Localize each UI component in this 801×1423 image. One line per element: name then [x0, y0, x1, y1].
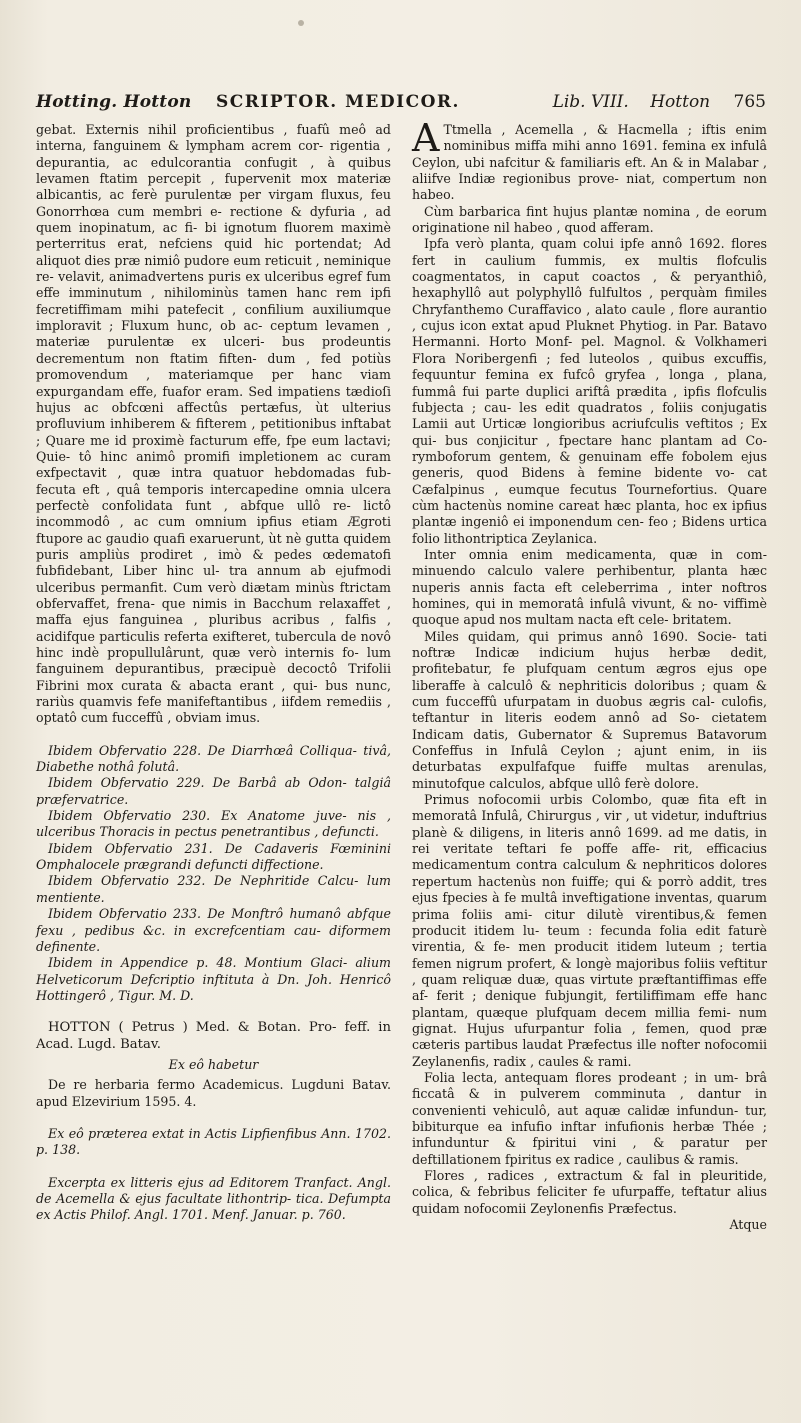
paragraph: [412, 116, 767, 204]
reference-entry: Ibidem Obfervatio 233. De Monftrô humanô abfque fexu , pedibus &c. in excrefcentiam cau- diformem definente.: [36, 906, 391, 954]
left-column: [36, 122, 391, 1224]
right-column: [412, 116, 767, 1233]
reference-entry: Ex eô præterea extat in Actis Lipfienfibus Ann. 1702. p. 138.: [36, 1125, 391, 1158]
paragraph: gebat. Externis nihil proficientibus , fuafû meô ad interna, fanguinem & lympham acrem cor- rigentia , depurantia, ac edulcorantia confugit , à quibus levamen ftatim percepit , fupervenit mox materiæ albicantis, ac ferè purulentæ per virgam fluxus, feu Gonorrhœa cum membri e- rectione & dyfuria , ad quem inopinatum, ac fi- bi ignotum fluorem maximè perterritus erat, nefciens quid hic portendat; Ad aliquot dies præ nimiô pudore eum reticuit , neminique re- velavit, animadvertens puris ex ulceribus egref fum effe imminutum , nihilominùs tamen hanc rem ipfi fecretiffimam mihi patefecit , confilium auxiliumque imploravit ; Fluxum hunc, ob ac- ceptum levamen , materiæ purulentæ ex ulceri- bus prodeuntis decrementum non ftatim fiften- dum , fed potiùs promovendum , materiamque per hanc viam expurgandam effe, fuafor eram. Sed impatiens tædioſi hujus ac obfcœni affectûs pertæfus, ùt ulterius profluvium inhiberem & fifterem , petitionibus inftabat ; Quare me id proximè facturum effe, fpe eum lactavi; Quie- tô hinc animô promifi impletionem ac curam exfpectavit , quæ intra quatuor hebdomadas fub- fecuta eft , quâ temporis intercapedine omnia ulcera perfectè confolidata funt , abfque ullô re- lictô incommodô , ac cum omnium ipfius etiam Ægroti ftupore ac gaudio quafi exaruerunt, ùt nè gutta quidem puris ampliùs prodiret , imò & pedes œdematofi fubfidebant, Liber hinc ul- tra annum ab ejufmodi ulceribus permanfit. Cum verò diætam minùs ftrictam obfervaffet, frena- que nimis in Bacchum relaxaffet , maffa ejus fanguinea , pluribus acribus , falfis , acidifque particulis referta exifteret, tubercula de novô hinc indè propullulârunt, quæ verò internis fo- lum fanguinem depurantibus, præcipuè decoctô Trifolii Fibrini mox curata & abacta erant , qui- bus nunc, rariùs quamvis fefe manifeftantibus , iifdem remediis , optatô cum fucceffû , obviam imus.: [36, 122, 391, 726]
author-entry: [36, 1020, 391, 1053]
header-center: SCRIPTOR. MEDICOR.: [216, 92, 460, 112]
reference-entry: Ibidem Obfervatio 229. De Barbâ ab Odon- talgiâ præfervatrice.: [36, 775, 391, 807]
reference-entry: Ibidem in Appendice p. 48. Montium Glaci- alium Helveticorum Defcriptio inftituta à Dn. Joh. Henricô Hottingerô , Tigur. M. D.: [36, 955, 391, 1003]
reference-entry: Ibidem Obfervatio 230. Ex Anatome juve- nis , ulceribus Thoracis in pectus penetrantibus , defuncti.: [36, 808, 391, 840]
paragraph: De re herbaria fermo Academicus. Lugduni Batav. apud Elzevirium 1595. 4.: [36, 1077, 391, 1109]
paragraph-text: Ttmella , Acemella , & Hacmella ; iftis enim nominibus miffa mihi anno 1691. femina ex infulâ Ceylon, ubi nafcitur & familiaris eft. An & in Malabar , aliifve Indiæ regionibus prove- niat, compertum non habeo.: [412, 122, 767, 203]
header-right: [553, 92, 766, 112]
header-name: Hotton: [650, 92, 711, 112]
reference-entry: Ibidem Obfervatio 228. De Diarrhœâ Colliqua- tivâ, Diabethe nothâ folutâ.: [36, 742, 391, 775]
catchword: Atque: [729, 1217, 767, 1233]
page-number: 765: [733, 92, 766, 112]
ink-spot: [298, 20, 304, 26]
header-book: Lib. VIII.: [552, 92, 629, 112]
reference-entry: Ibidem Obfervatio 231. De Cadaveris Fœminini Omphalocele prægrandi defuncti diffectione.: [36, 840, 391, 873]
paragraph: Ipfa verò planta, quam colui ipfe annô 1692. flores fert in caulium fummis, ex multis flofculis coagmentatos, in caput coactos , & peryanthiô, hexaphyllô aut polyphyllô fulfultos , perquàm fimiles Chryfanthemo Curaffavico , alato caule , flore aurantio , cujus icon extat apud Pluknet Phytiog. in Par. Batavo Hermanni. Horto Monf- pel. Magnol. & Volkhameri Flora Noribergenfi ; fed luteolos , quibus excuffis, fequuntur femina ex fufcô gryfea , longa , plana, fummâ fui parte duplici ariftâ prædita , ipfis flofculis fubjecta ; cau- les edit quadratos , foliis conjugatis Lamii aut Urticæ longioribus acriufculis veftitos ; Ex qui- bus conjicitur , fpectare hanc plantam ad Co- rymboforum gentem, & genuinam effe fobolem ejus generis, quod Bidens à femine bidente vo- cat Cæfalpinus , eumque fecutus Tournefortius. Quare cùm hactenùs nomine careat hæc planta, hoc ex ipfius plantæ ingeniô ei imponendum cen- feo ; Bidens urtica folio lithontriptica Zeylanica.: [412, 236, 767, 546]
running-header: [36, 92, 766, 122]
paragraph: Cùm barbarica fint hujus plantæ nomina , de eorum originatione nil habeo , quod afferam.: [412, 203, 767, 236]
paragraph: Folia lecta, antequam flores prodeant ; in um- brâ ficcatâ & in pulverem comminuta , dantur in convenienti vehiculô, aut aquæ calidæ infundun- tur, bibiturque ea infufio inftar infufionis herbæ Thée ; infunduntur & fpiritui vini , & paratur per deftillationem fpiritus ex radice , caulibus & ramis.: [412, 1069, 767, 1167]
reference-entry: Excerpta ex litteris ejus ad Editorem Tranfact. Angl. de Acemella & ejus facultate lithontrip- tica. Defumpta ex Actis Philof. Angl. 1701. Menf. Januar. p. 760.: [36, 1174, 391, 1223]
drop-cap: A: [412, 116, 440, 160]
paragraph: Flores , radices , extractum & fal in pleuritide, colica, & febribus feliciter fe ufurpaffe, teftatur alius quidam nofocomii Zeylonenfis Præfectus.: [412, 1168, 767, 1216]
paragraph: Inter omnia enim medicamenta, quæ in com- minuendo calculo valere perhibentur, planta hæc nuperis annis facta eft celeberrima , inter noftros homines, qui in memoratâ infulâ vivunt, & no- viffimè quoque apud nos multam nacta eft cele- britatem.: [412, 546, 767, 628]
paragraph: Primus nofocomii urbis Colombo, quæ fita eft in memoratâ Infulâ, Chirurgus , vir , ut videtur, induftrius planè & diligens, in literis annô 1699. ad me datis, in rei veritate teftari fe poffe affe- rit, efficacius medicamentum contra calculum & nephriticos dolores repertum hactenùs non fuiffe; qui & porrò addit, tres ejus fpecies à fe multâ inveftigatione inventas, quarum prima foliis ami- citur dilutè virentibus,& femen producit itidem lu- teum : fecunda folia edit faturè virentia, & fe- men producit itidem luteum ; tertia femen nigrum profert, & longè majoribus foliis veftitur , quam reliquæ duæ, quas virtute præftantiffimas effe af- ferit ; denique fubjungit, fertiliffimam effe hanc plantam, quæque plufquam decem millia femi- num gignat. Hujus ufurpantur folia , femen, quod præ cæteris partibus laudat Præfectus ille nofter nofocomii Zeylanenfis, radix , caules & rami.: [412, 792, 767, 1069]
reference-entry: Ibidem Obfervatio 232. De Nephritide Calcu- lum mentiente.: [36, 873, 391, 905]
subheading: Ex eô habetur: [168, 1056, 259, 1072]
author-name: HOTTON: [48, 1020, 111, 1036]
header-left: Hotting. Hotton: [36, 92, 192, 112]
paragraph: Miles quidam, qui primus annô 1690. Socie- tati noftræ Indicæ indicium hujus herbæ dedit, profitebatur, fe plufquam centum ægros ejus ope liberaffe à calculô & nephriticis doloribus ; quam & cum fucceffû ufurpatam in duobus ægris cal- culofis, teftantur in literis eodem annô ad So- cietatem Indicam datis, Gubernator & Supremus Batavorum Confeffus in Infulâ Ceylon ; ajunt enim, in iis deturbatas expulfafque fuiffe multas arenulas, minutofque calculos, abfque ullô ferè dolore.: [412, 628, 767, 791]
author-details: ( Petrus ) Med. & Botan. Pro- feff. in Acad. Lugd. Batav.: [36, 1020, 391, 1052]
